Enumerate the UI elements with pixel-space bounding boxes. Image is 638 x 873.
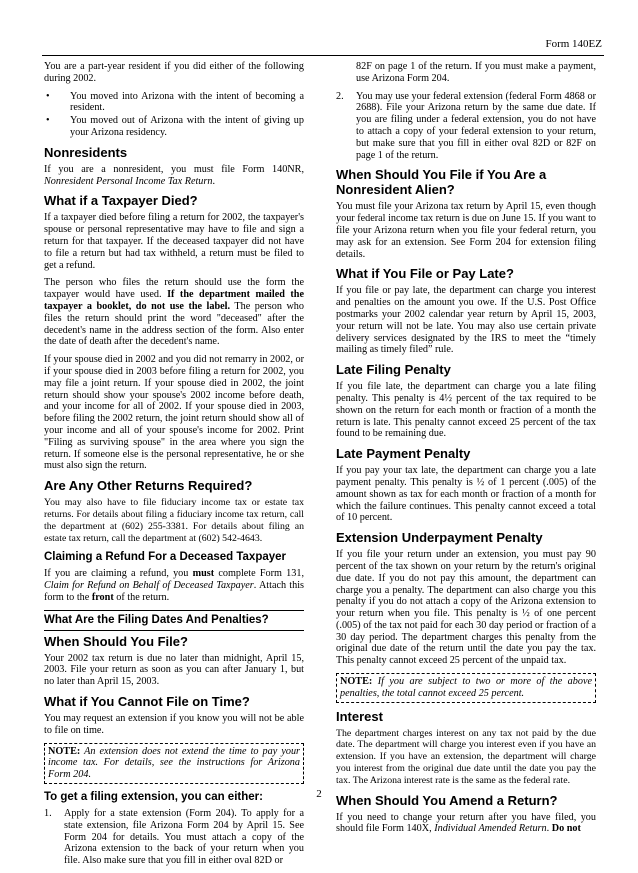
amend-text: If you need to change your return after you have filed, you should file Form 140X, Individual Amended Return. Do not bbox=[336, 811, 596, 835]
bullet-item: • You moved into Arizona with the intent of becoming a resident. bbox=[44, 91, 304, 115]
extension-underpayment-heading: Extension Underpayment Penalty bbox=[336, 530, 543, 546]
list-item: 2. You may use your federal extension (federal Form 4868 or 2688). File your Arizona return by the same due date. If you are filing under a federal extension, you do not have to attach a copy of your federal extension to your return, but make sure that you fill in either oval 82D or 82F on page 1 of the return. bbox=[336, 90, 596, 161]
penalties-note: NOTE: If you are subject to two or more of the above penalties, the total cannot exceed 25 percent. bbox=[336, 673, 596, 703]
part-year-bullets bbox=[44, 91, 304, 139]
get-extension-heading: To get a filing extension, you can either: bbox=[44, 791, 263, 804]
when-file-text: Your 2002 tax return is due no later than midnight, April 15, 2003. File your return as soon as you can after January 1, but no later than April 15, 2003. bbox=[44, 652, 304, 688]
nonresident-alien-heading: When Should You File if You Are a Nonresident Alien? bbox=[336, 167, 547, 198]
late-filing-heading: Late Filing Penalty bbox=[336, 362, 451, 378]
bullet-item: • You moved out of Arizona with the intent of giving up your Arizona residency. bbox=[44, 115, 304, 139]
extension-underpayment-text: If you file your return under an extension, you must pay 90 percent of the tax shown on your return by the return's original due date. If you do not pay this amount, the department can charge you a penalty. The department can also charge you this penalty if you do not attach a copy of the Arizona extension to your return when you file. This penalty is ½ of one percent (.005) of the tax not paid for each 30 day period or fraction of a 30 day period. The department charges this penalty from the original due date of the return until the date you pay the tax. This penalty cannot exceed 25 percent of the unpaid tax. bbox=[336, 549, 596, 667]
header-rule bbox=[42, 55, 604, 56]
deceased-paragraph: If your spouse died in 2002 and you did not remarry in 2002, or if your spouse died in 2003 before filing a return for 2002, you may file a joint return. If your spouse died in 2002, the joint return should show your spouse's 2002 income before death, and your income for all of 2002. If your spouse died in 2003, before filing the 2002 return, the joint return should show all of your income and all of your spouse's income for 2002. Print "Filing as surviving spouse" in the area where you sign the return. If someone else is the personal representative, he or she must also sign the return. bbox=[44, 354, 304, 472]
deceased-paragraph: The person who files the return should use the form the taxpayer would have used. If the department mailed the taxpayer a booklet, do not use the label. The person who files the return should print the word "deceased" after the decedent's name in the address section of the form. Also enter the date of death after the decedent's name. bbox=[44, 277, 304, 348]
right-column bbox=[336, 61, 596, 841]
list-item-continuation: 82F on page 1 of the return. If you must make a payment, use Arizona Form 204. bbox=[356, 61, 596, 84]
interest-heading: Interest bbox=[336, 708, 383, 724]
deceased-paragraph: If a taxpayer died before filing a return for 2002, the taxpayer's spouse or personal representative may have to file and sign a return for that taxpayer. If the deceased taxpayer did not have to file a return but had tax withheld, a return must be filed to get a refund. bbox=[44, 212, 304, 271]
nonresidents-heading: Nonresidents bbox=[44, 144, 128, 160]
extension-note: NOTE: An extension does not extend the time to pay your income tax. For details, see the instructions for Arizona Form 204. bbox=[44, 743, 304, 784]
amend-heading: When Should You Amend a Return? bbox=[336, 792, 558, 808]
late-filing-text: If you file late, the department can charge you a late filing penalty. This penalty is 4½ percent of the tax required to be shown on the return for each month or fraction of a month the return is late. This penalty cannot exceed 25 percent of the tax found to be remaining due. bbox=[336, 381, 596, 440]
part-year-intro: You are a part-year resident if you did either of the following during 2002. bbox=[44, 61, 304, 84]
form-id: Form 140EZ bbox=[545, 38, 602, 50]
file-late-text: If you file or pay late, the department can charge you interest and penalties on the amount you owe. If the U.S. Post Office postmarks your 2002 calendar year return by April 15, 2003, your return will not be late. You may also use certain private delivery services designated by the IRS to meet the “timely mailing as timely filed” rule. bbox=[336, 285, 596, 356]
refund-deceased-heading: Claiming a Refund For a Deceased Taxpayer bbox=[44, 551, 287, 564]
extension-options-list bbox=[44, 808, 304, 867]
filing-dates-section-heading: What Are the Filing Dates And Penalties? bbox=[44, 610, 304, 631]
other-returns-text: You may also have to file fiduciary income tax or estate tax returns. For details about filing a fiduciary income tax return, call the department at (602) 255-3381. For details about filing an estate tax return, call the department at (602) 542-4643. bbox=[44, 497, 304, 544]
taxpayer-died-heading: What if a Taxpayer Died? bbox=[44, 193, 198, 209]
page-number: 2 bbox=[316, 788, 322, 800]
nonresident-alien-text: You must file your Arizona tax return by April 15, even though your federal income tax return is due on June 15. If you want to file your Arizona return when you file your federal return, you may ask for an extension. See Form 204 for extension filing details. bbox=[336, 201, 596, 260]
extension-options-list-cont bbox=[336, 91, 596, 162]
late-payment-text: If you pay your tax late, the department can charge you a late payment penalty. This penalty is ½ of 1 percent (.005) of the amount shown as tax for each month or fraction of a month for which the failure continues. This penalty cannot exceed a total of 10 percent. bbox=[336, 465, 596, 524]
when-file-heading: When Should You File? bbox=[44, 633, 188, 649]
refund-deceased-text: If you are claiming a refund, you must complete Form 131, Claim for Refund on Behalf of Deceased Taxpayer. Attach this form to the front of the return. bbox=[44, 568, 305, 603]
cannot-file-text: You may request an extension if you know you will not be able to file on time. bbox=[44, 713, 304, 736]
list-item: 1. Apply for a state extension (Form 204). To apply for a state extension, file Arizona Form 204 by April 15. See Form 204 for details. You must attach a copy of the Arizona extension to the back of your return when you file. Also make sure that you fill in either oval 82D or bbox=[44, 808, 304, 867]
file-late-heading: What if You File or Pay Late? bbox=[336, 266, 514, 282]
left-column bbox=[44, 61, 304, 873]
late-payment-heading: Late Payment Penalty bbox=[336, 446, 471, 462]
cannot-file-heading: What if You Cannot File on Time? bbox=[44, 694, 250, 710]
other-returns-heading: Are Any Other Returns Required? bbox=[44, 478, 253, 494]
interest-text: The department charges interest on any tax not paid by the due date. The department will charge you interest even if you have an extension. If you have an extension, the department will charge you interest from the original due date until the date you pay the tax. The Arizona interest rate is the same as the federal rate. bbox=[336, 727, 596, 786]
nonresidents-text: If you are a nonresident, you must file Form 140NR, Nonresident Personal Income Tax Return. bbox=[44, 163, 304, 187]
